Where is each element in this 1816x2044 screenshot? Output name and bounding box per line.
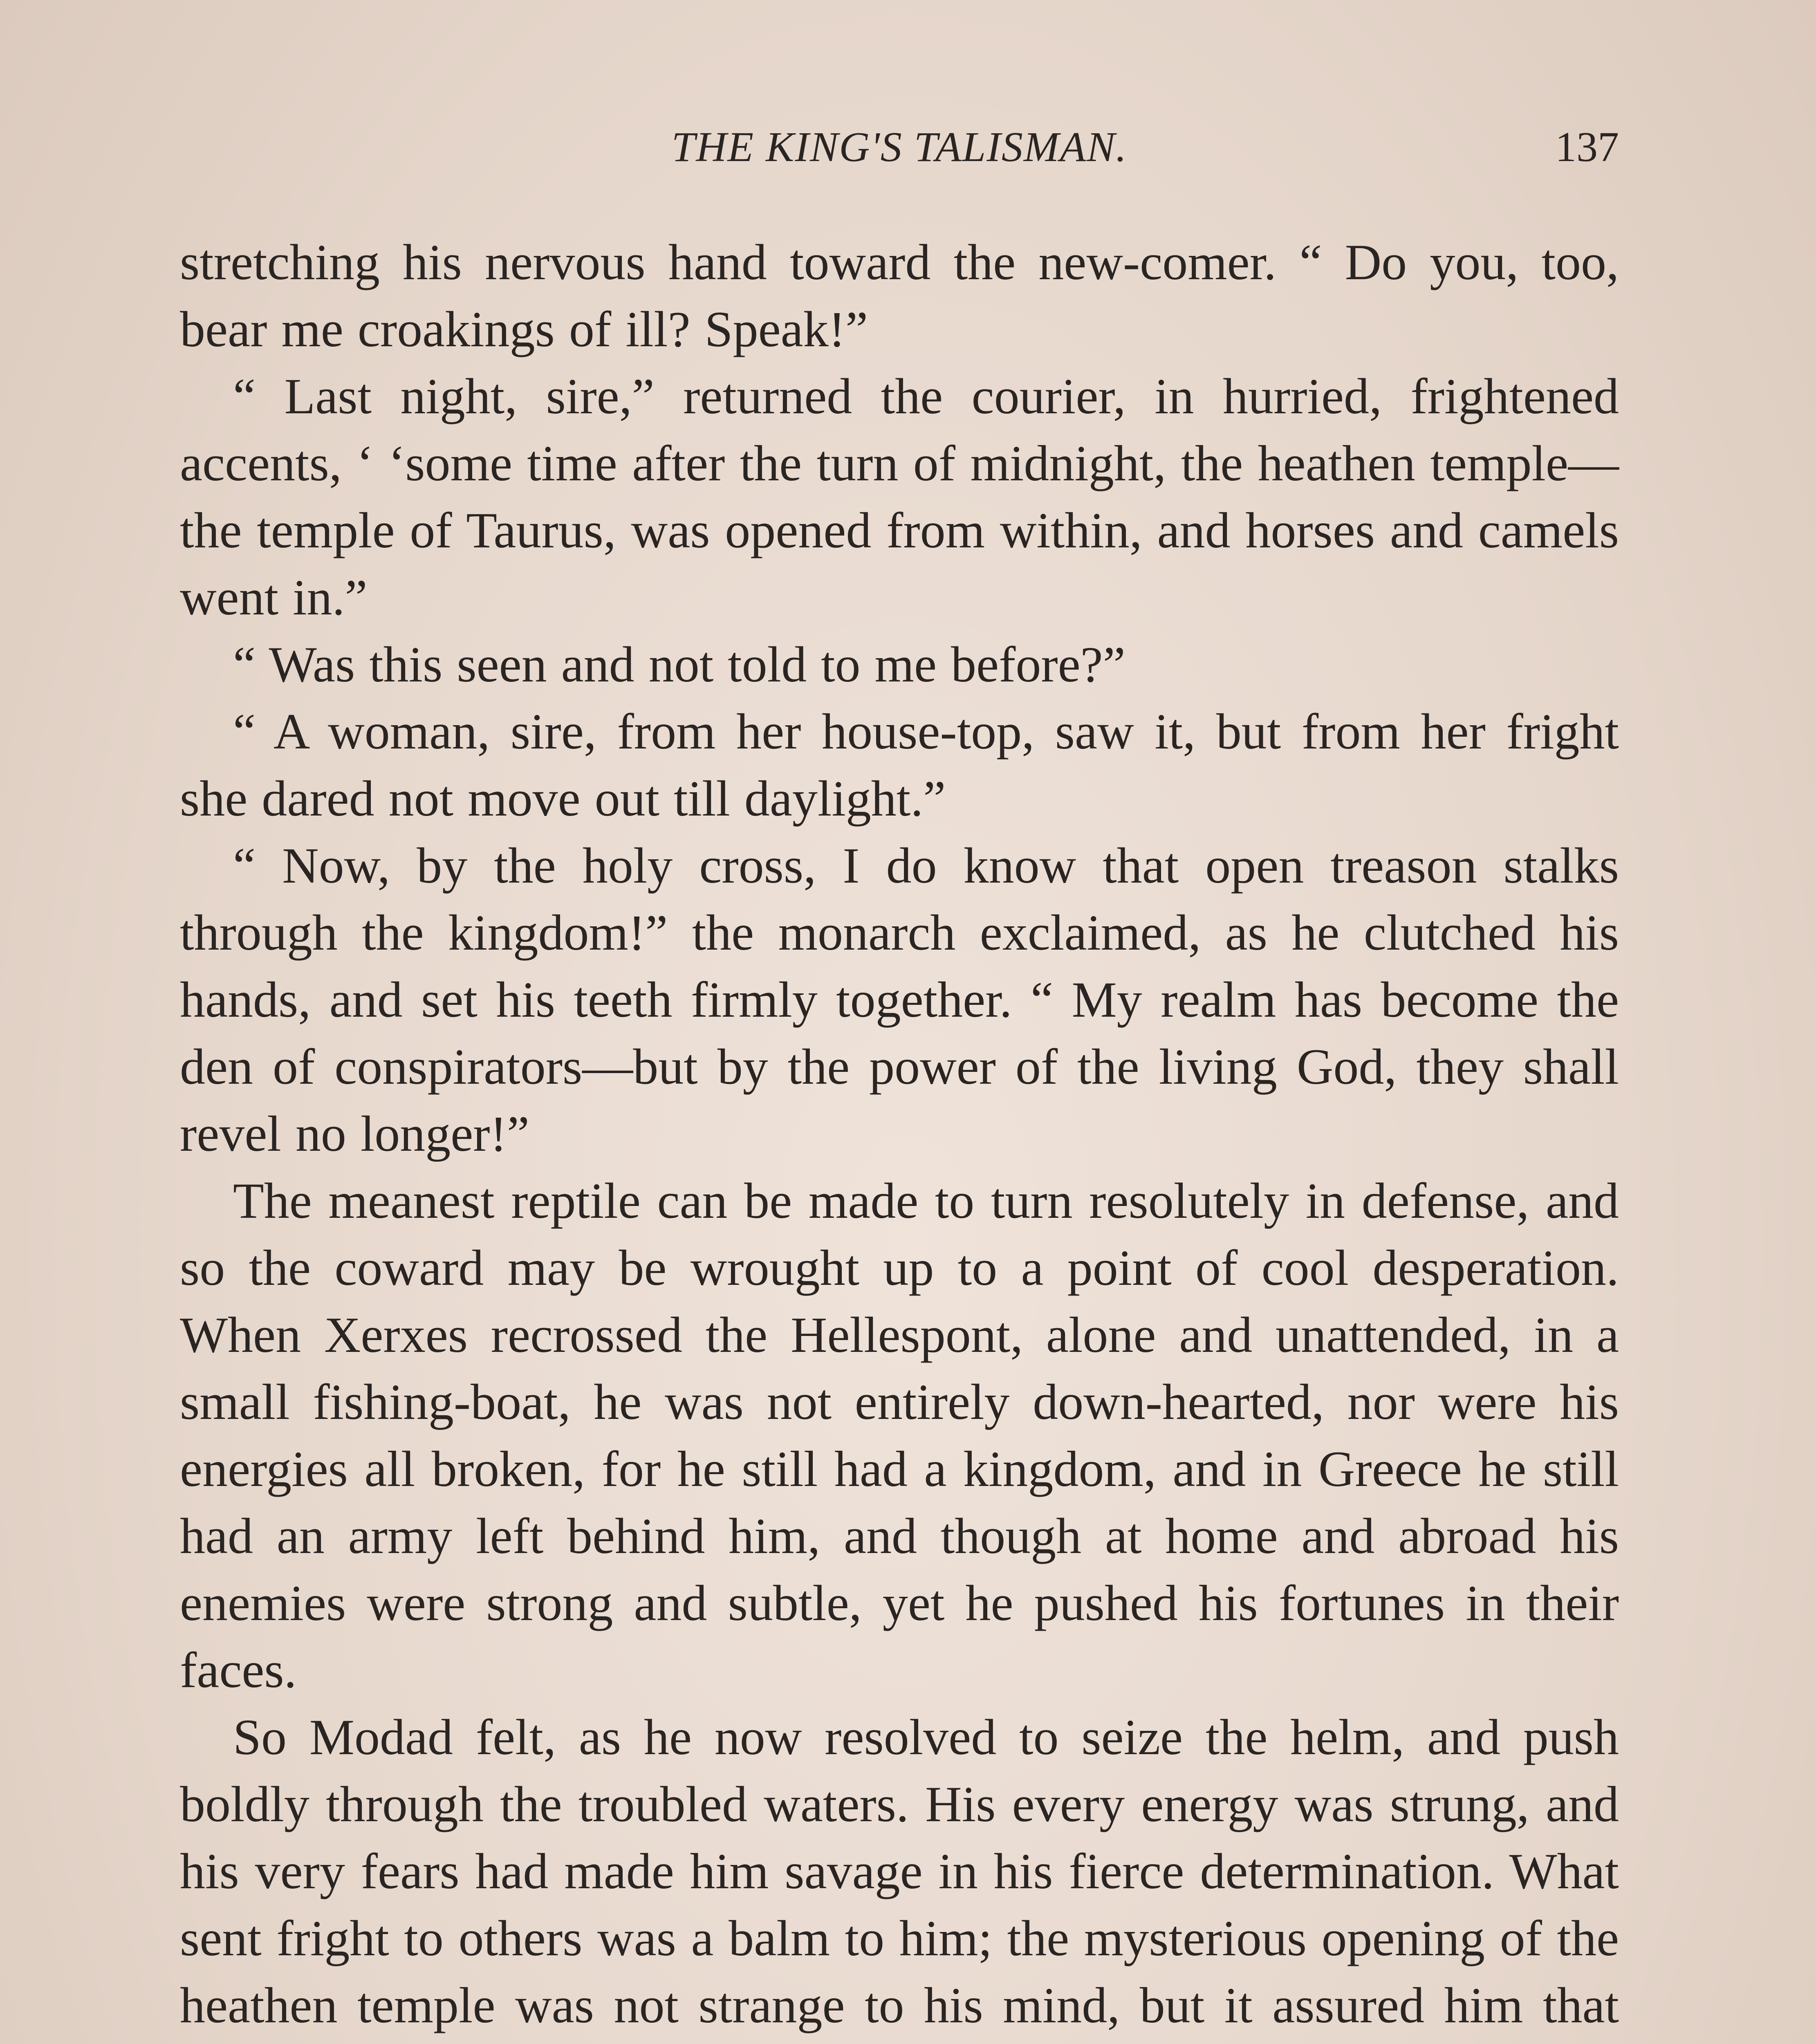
- paragraph-continuation: stretching his nervous hand toward the new-comer. “ Do you, too, bear me croakings of ill? Speak!”: [180, 234, 1619, 357]
- body-text: [180, 229, 1619, 2044]
- page-header: [180, 123, 1619, 184]
- paragraph: The meanest reptile can be made to turn resolutely in defense, and so the coward may be wrought up to a point of cool desperation. When Xerxes recrossed the Hellespont, alone and unattended, in a small fishing-boat, he was not entirely down-hearted, nor were his energies all broken, for he still had a kingdom, and in Greece he still had an army left behind him, and though at home and abroad his enemies were strong and subtle, yet he pushed his fortunes in their faces.: [180, 1173, 1619, 1698]
- page-number: 137: [1555, 123, 1619, 170]
- paragraph: “ Was this seen and not told to me before?”: [233, 637, 1125, 693]
- paragraph: “ Last night, sire,” returned the courier, in hurried, frightened accents, ‘ ‘some time after the turn of midnight, the heathen temple—the temple of Taurus, was opened from within, and horses and camels went in.”: [180, 368, 1619, 625]
- paragraph: “ A woman, sire, from her house-top, saw it, but from her fright she dared not move out till daylight.”: [180, 704, 1619, 827]
- paragraph: “ Now, by the holy cross, I do know that open treason stalks through the kingdom!” the monarch exclaimed, as he clutched his hands, and set his teeth firmly together. “ My realm has become the den of conspirators—but by the power of the living God, they shall revel no longer!”: [180, 838, 1619, 1162]
- running-title: THE KING'S TALISMAN.: [671, 123, 1128, 170]
- paragraph: So Modad felt, as he now resolved to seize the helm, and push boldly through the troubled waters. His every energy was strung, and his very fears had made him savage in his fierce determination. What sent fright to others was a balm to him; the mysterious opening of the heathen temple was not strange to his mind, but it assured him that: [180, 1709, 1619, 2033]
